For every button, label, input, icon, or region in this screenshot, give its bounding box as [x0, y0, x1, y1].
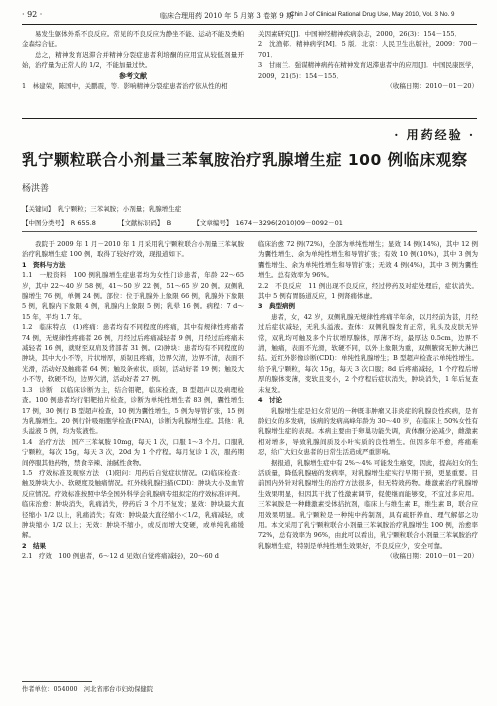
body-column-left: [22, 239, 244, 562]
author-affiliation: 作者单位：054000 河北省邢台市妇幼保健院: [22, 686, 154, 693]
article-id: 【文章编号】 1674－3296(2010)09－0092－01: [193, 219, 343, 227]
section-heading: 2 结果: [22, 541, 47, 550]
section-tag: · 用药经验 ·: [394, 128, 475, 142]
section-divider: [22, 118, 477, 119]
reference-item: 2 沈渔邨．精神病学[M]．5 版．北京：人民卫生出版社，2009：700－701．: [258, 40, 478, 59]
article-meta: [22, 218, 477, 227]
article-title: 乳宁颗粒联合小剂量三苯氧胺治疗乳腺增生症 100 例临床观察: [22, 151, 468, 169]
journal-name-en: Chin J of Clinical Rational Drug Use, May 2010, Vol. 3 No. 9: [290, 11, 455, 18]
journal-name-cn: 临床合理用药 2010 年 5 月第 3 卷第 9 期: [160, 12, 293, 20]
intro-paragraph: 我院于 2009 年 1 月－2010 年 1 月采用乳宁颗粒联合小剂量三苯氧胺治疗乳腺增生症 100 例，取得了较好疗效，现报道如下。: [22, 240, 244, 259]
paragraph: 易发生躯体外系不良反应。常见的不良反应为静坐不能、运动不能及类帕金森综合征。: [22, 30, 244, 49]
document-code: 【文献标识码】 B: [118, 219, 172, 227]
paragraph: 1.3 诊断 以临床诊断为主，结合钼靶，临床检查，B 型超声以及病理检查。100 例患者均行钼靶拍片检查，诊断为单纯性增生者 83 例，囊性增生 17 例，30 例行 B 型超声检查，10 例为囊性增生，5 例为导管扩张，15 例为乳腺增生。20 例行针吸细胞学检查(FNA)，诊断为乳腺增生症。其他：乳头溢液 5 例，均为浆液性。: [22, 385, 244, 436]
paragraph: 乳腺增生症是妇女常见的一种既非肿瘤又非炎症的乳腺良性疾病，是育龄妇女的多发病，该病的发病高峰年龄为 30～40 岁，在临床上 50%女性有乳腺增生症的表现。本病主要由于卵巢功能失调，黄体酮分泌减少，雌激素相对增多，导致乳腺间质及小叶实质的良性增生。但因多年不愈，疼痛难忍，给广大妇女患者的日常生活造成严重影响。: [258, 406, 478, 457]
reference-item: 关因素研究[J]．中国神经精神疾病杂志，2000，26(3)：154－155．: [258, 30, 462, 38]
section-heading: 3 典型病例: [258, 302, 296, 311]
header-rule: [22, 24, 477, 25]
reference-item: 1 林建荣，陈国中，关鹏震，等．影响精神分裂症患者治疗依从性的相: [22, 82, 228, 91]
paragraph: 1.1 一般资料 100 例乳腺增生症患者均为女性门诊患者，年龄 22～65 岁，其中 22～40 岁 58 例，41～50 岁 22 例，51～65 岁 20 例。双侧乳腺增生 76 例，单侧 24 例。部位：位于乳腺外上象限 66 例，乳腺外下象限 5 例，乳腺内下象限 4 例，乳腺内上象限 5 例；乳晕 16 例。病程：7 d～15 年，平均 1.7 年。: [22, 271, 244, 321]
received-date: （收稿日期：2010－01－20）: [386, 82, 478, 91]
paragraph: 1.2 临床特点 (1)疼痛：患者均有不同程度的疼痛，其中有规律性疼痛者 74 例，无规律性疼痛者 26 例，月经过后疼痛减轻者 9 例，月经过后疼痛未减轻者 16 例，就财至双肩及背部者 31 例。(2)肿块：患者均有不同程度的肿块，其中大小不等，片状增厚，质韧且疼痛，边界欠清，边界不清，表面不光滑，活动好及触痛者 64 例；触及条索状、质韧，活动好者 19 例；触及大小不等，软硬不均，边界欠清，活动好者 27 例。: [22, 323, 244, 384]
previous-article-end-left: [22, 29, 244, 91]
references-heading: 参考文献: [119, 70, 147, 80]
paragraph: 患者，女，42 岁，双侧乳腺无规律性疼痛半年余，以月经前为甚，月经过后症状减轻，无乳头溢液。查体：双侧乳腺发育正常，乳头及皮肤无异常，双乳均可触及多个片状增厚腺体，厚薄不均，最厚达 0.5cm，边界不清，触痛，表面不光滑，软硬不同，以外上象限为重，双侧腋窝无肿大淋巴结。近红外影像诊断(CDI)：单纯性乳腺增生；B 型超声检查示单纯性增生。给予乳宁颗粒，每次 15g，每天 3 次口服；8d 后疼痛减轻，1 个疗程后增厚的腺体变薄，变软且变小，2 个疗程后症状消失，肿块消失，1 年后复查未复发。: [258, 312, 478, 394]
footnote-rule: [22, 681, 92, 682]
paragraph: 据报道，乳腺增生症中有 2%～4% 可能发生癌变，因此，提高妇女的生活质量，降低乳腺癌的发病率，对乳腺增生症实行早期干预，更显重要。目前国内外针对乳腺增生的治疗方法很多，但无特效药物。雄激素治疗乳腺增生效果明显，但因其干扰了性激素调节，促使继而能够变，不宜过多应用。三苯氧胺是一种雌激素受体拮抗剂，临床上与维生素 E，维生素 B，联合应用效果明显。乳宁颗粒是一种纯中药制剂，具有疏肝养血、理气解郁之功用。本文采用了乳宁颗粒联合小剂量三苯氧胺治疗乳腺增生 100 例，治愈率 72%，总有效率为 96%，由此可以看出，乳宁颗粒联合小剂量三苯氧胺治疗乳腺增生症，特别是单纯性增生效果好，不良反应少，安全可靠。: [258, 458, 478, 550]
received-date: （收稿日期：2010－01－20）: [386, 552, 478, 561]
author-name: 杨洪善: [22, 184, 50, 194]
previous-article-end-right: [258, 29, 478, 91]
paragraph: 总之，精神发育迟滞合并精神分裂症患者利培酮的应用宜从较低剂量开始，治疗量为正常人的 1/2，不能加量过快。: [22, 50, 244, 70]
meta-rule: [22, 231, 477, 232]
paragraph: 2.1 疗效 100 例患者，6～12 d 见效(自觉疼痛减轻)，20～60 d: [22, 552, 219, 561]
body-column-right: [258, 239, 478, 562]
paragraph: 1.4 治疗方法 国产三苯氧胺 10mg，每天 1 次，口服 1～3 个月。口服乳宁颗粒，每次 15g，每天 3 次，20d 为 1 个疗程。每月复诊 1 次，服药期间停服其他药物，禁食辛辣、油腻性食物。: [22, 437, 244, 467]
page-number: · 92 ·: [22, 10, 43, 19]
paragraph: 临床治愈 72 例(72%)，全部为单纯性增生；显效 14 例(14%)，其中 12 例为囊性增生、余为单纯性增生和导管扩张；有效 10 例(10%)，其中 3 例为囊性增生、余为单纯性增生和导管扩张；无效 4 例(4%)，其中 3 例为囊性增生。总有效率为 96%。: [258, 240, 478, 280]
paragraph: 2.2 不良反应 11 例出现不良反应，经过停药及对症处理后，症状消失。其中 5 例有胃肠道反应，1 例肾痛体虚。: [258, 281, 478, 301]
reference-item: 3 甘雨兰．强谋精神病药在精神发育迟滞患者中的应用[J]．中国民康医学，2009，21(5)：154－155．: [258, 61, 478, 80]
section-heading: 4 讨论: [258, 396, 283, 405]
running-header: [22, 8, 477, 22]
paragraph: 1.5 疗效标准及观察方法 (1)阳问：用药后自觉症状情况。(2)临床检查：触及肿块大小、软硬度及触痛情况。红外线乳腺扫描(CDI)：肿块大小及血管反应情况。疗效标准按照中华全国外科学会乳腺病专组拟定的疗效标准评判。临床治愈：肿块消失，乳痛消失，停药后 3 个月不复发；显效：肿块最大直径缩小 1/2 以上，乳痛消失；有效：肿块最大直径缩小＜1/2，乳痛减轻，或肿块缩小 1/2 以上；无效：肿块不缩小，或反而增大变硬，或单纯乳痛缓解。: [22, 468, 244, 540]
keywords: 【关键词】 乳宁颗粒；三苯氧胺；小剂量；乳腺增生症: [22, 205, 182, 213]
section-heading: 1 资料与方法: [22, 260, 66, 269]
clc-number: 【中图分类号】 R 655.8: [22, 219, 96, 227]
